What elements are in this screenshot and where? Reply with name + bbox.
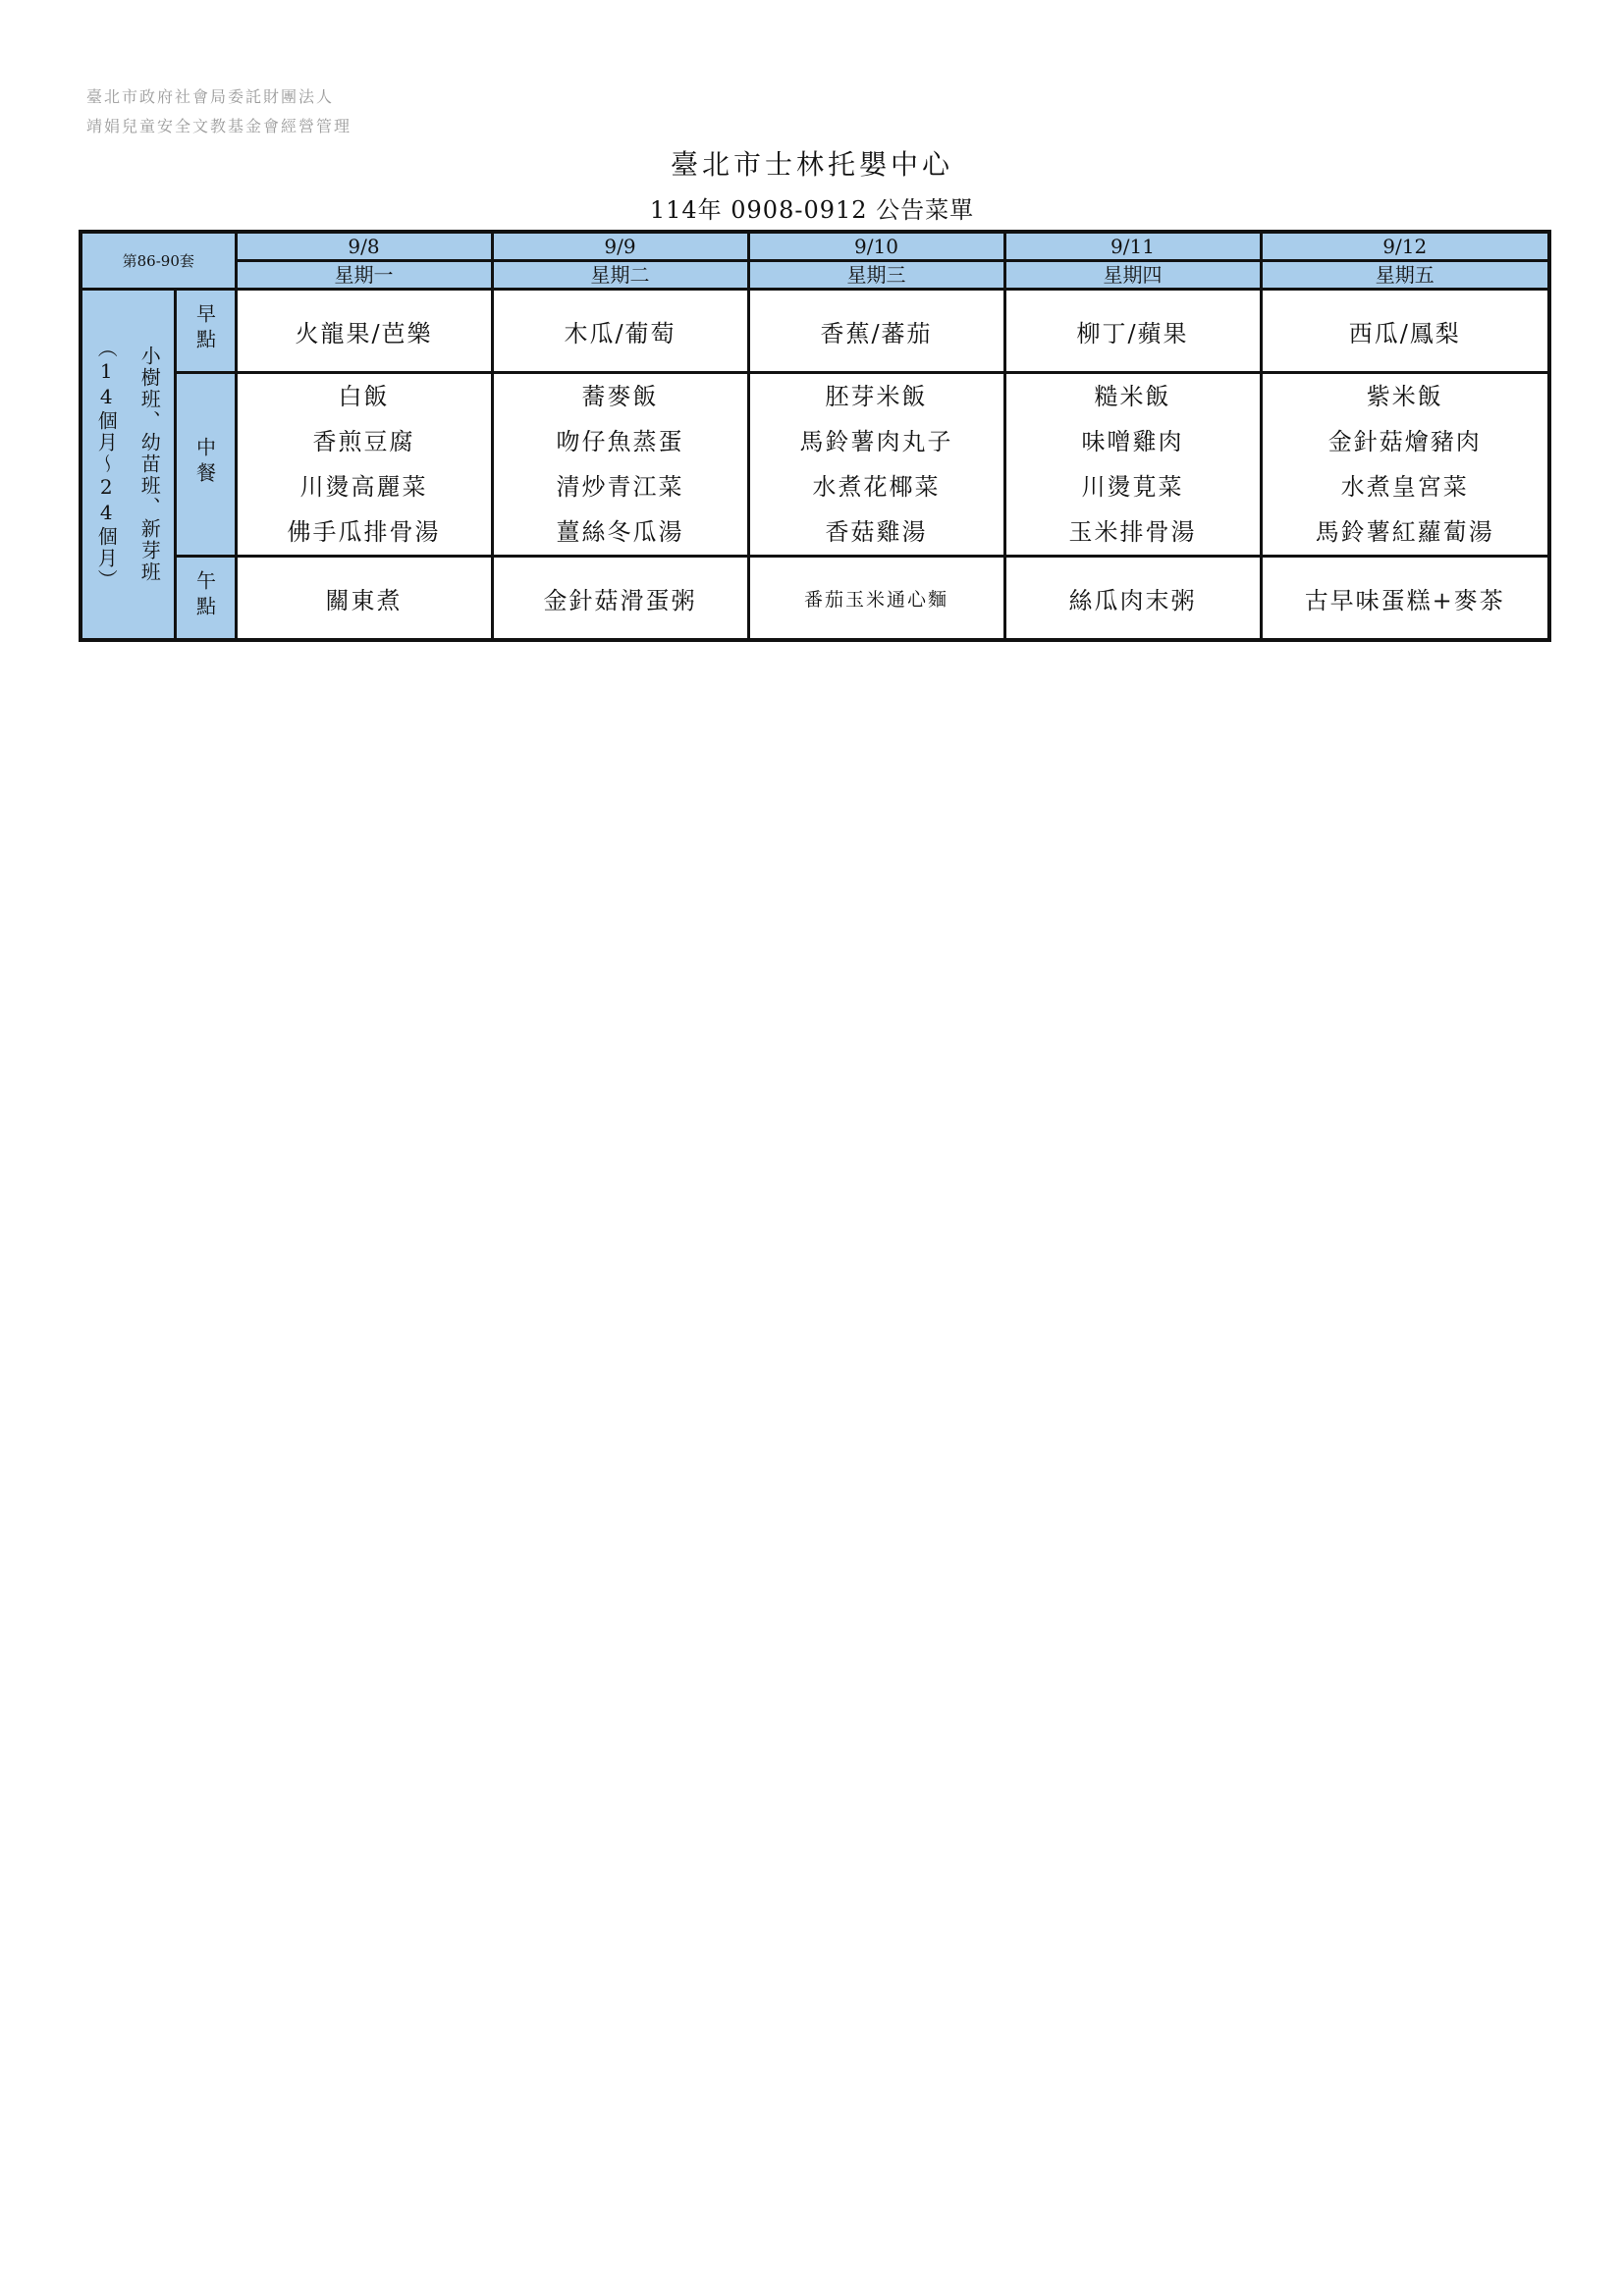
class-group-names: 小樹班、幼苗班、新芽班 [137,346,162,583]
lunch-item: 清炒青江菜 [556,473,684,501]
lunch-label-text: 中餐 [192,436,217,488]
snack-thu: 絲瓜肉末粥 [1004,557,1261,641]
breakfast-label [175,290,236,373]
page-subtitle: 114年 0908-0912 公告菜單 [649,196,975,224]
lunch-item: 紫米飯 [1366,383,1443,410]
lunch-item: 川燙莧菜 [1081,473,1184,501]
weekday-cell-wed: 星期三 [748,261,1004,290]
header-weekday-row [81,261,1549,290]
header-date-row [81,232,1549,261]
lunch-mon [236,373,492,557]
snack-row [81,557,1549,641]
class-group-label [81,290,175,641]
lunch-item: 馬鈴薯肉丸子 [799,428,953,455]
lunch-label [175,373,236,557]
weekday-cell-thu: 星期四 [1004,261,1261,290]
lunch-item: 糙米飯 [1094,383,1171,410]
lunch-item: 吻仔魚蒸蛋 [556,428,684,455]
breakfast-mon: 火龍果/芭樂 [236,290,492,373]
page-title: 臺北市士林托嬰中心 [670,148,953,181]
menu-table [79,230,1551,642]
weekday-cell-tue: 星期二 [492,261,748,290]
lunch-item: 香菇雞湯 [825,518,928,546]
weekday-cell-fri: 星期五 [1261,261,1549,290]
lunch-item: 佛手瓜排骨湯 [287,518,441,546]
lunch-item: 金針菇燴豬肉 [1327,428,1482,455]
snack-fri: 古早味蛋糕+麥茶 [1261,557,1549,641]
breakfast-label-text: 早點 [192,302,217,354]
breakfast-tue: 木瓜/葡萄 [492,290,748,373]
org-line-1: 臺北市政府社會局委託財團法人 [86,87,335,106]
lunch-item: 水煮皇宮菜 [1340,473,1469,501]
snack-label-text: 午點 [192,569,217,621]
org-line-2: 靖娟兒童安全文教基金會經營管理 [86,117,352,135]
date-cell-tue: 9/9 [492,232,748,261]
lunch-wed [748,373,1004,557]
date-cell-wed: 9/10 [748,232,1004,261]
breakfast-fri: 西瓜/鳳梨 [1261,290,1549,373]
lunch-item: 蕎麥飯 [581,383,659,410]
snack-tue: 金針菇滑蛋粥 [492,557,748,641]
breakfast-thu: 柳丁/蘋果 [1004,290,1261,373]
lunch-row [81,373,1549,557]
lunch-item: 馬鈴薯紅蘿蔔湯 [1315,518,1494,546]
series-label: 第86-90套 [81,232,236,290]
date-cell-mon: 9/8 [236,232,492,261]
lunch-fri [1261,373,1549,557]
lunch-tue [492,373,748,557]
lunch-item: 水煮花椰菜 [812,473,941,501]
date-cell-fri: 9/12 [1261,232,1549,261]
lunch-item: 玉米排骨湯 [1068,518,1197,546]
breakfast-wed: 香蕉/蕃茄 [748,290,1004,373]
lunch-item: 胚芽米飯 [825,383,928,410]
lunch-item: 白飯 [338,383,390,410]
snack-mon: 關東煮 [236,557,492,641]
breakfast-row [81,290,1549,373]
lunch-item: 川燙高麗菜 [299,473,428,501]
class-group-age: （14個月～24個月） [94,338,119,591]
lunch-item: 香煎豆腐 [312,428,415,455]
snack-wed: 番茄玉米通心麵 [748,557,1004,641]
date-cell-thu: 9/11 [1004,232,1261,261]
lunch-item: 味噌雞肉 [1081,428,1184,455]
lunch-thu [1004,373,1261,557]
weekday-cell-mon: 星期一 [236,261,492,290]
lunch-item: 薑絲冬瓜湯 [556,518,684,546]
snack-label [175,557,236,641]
